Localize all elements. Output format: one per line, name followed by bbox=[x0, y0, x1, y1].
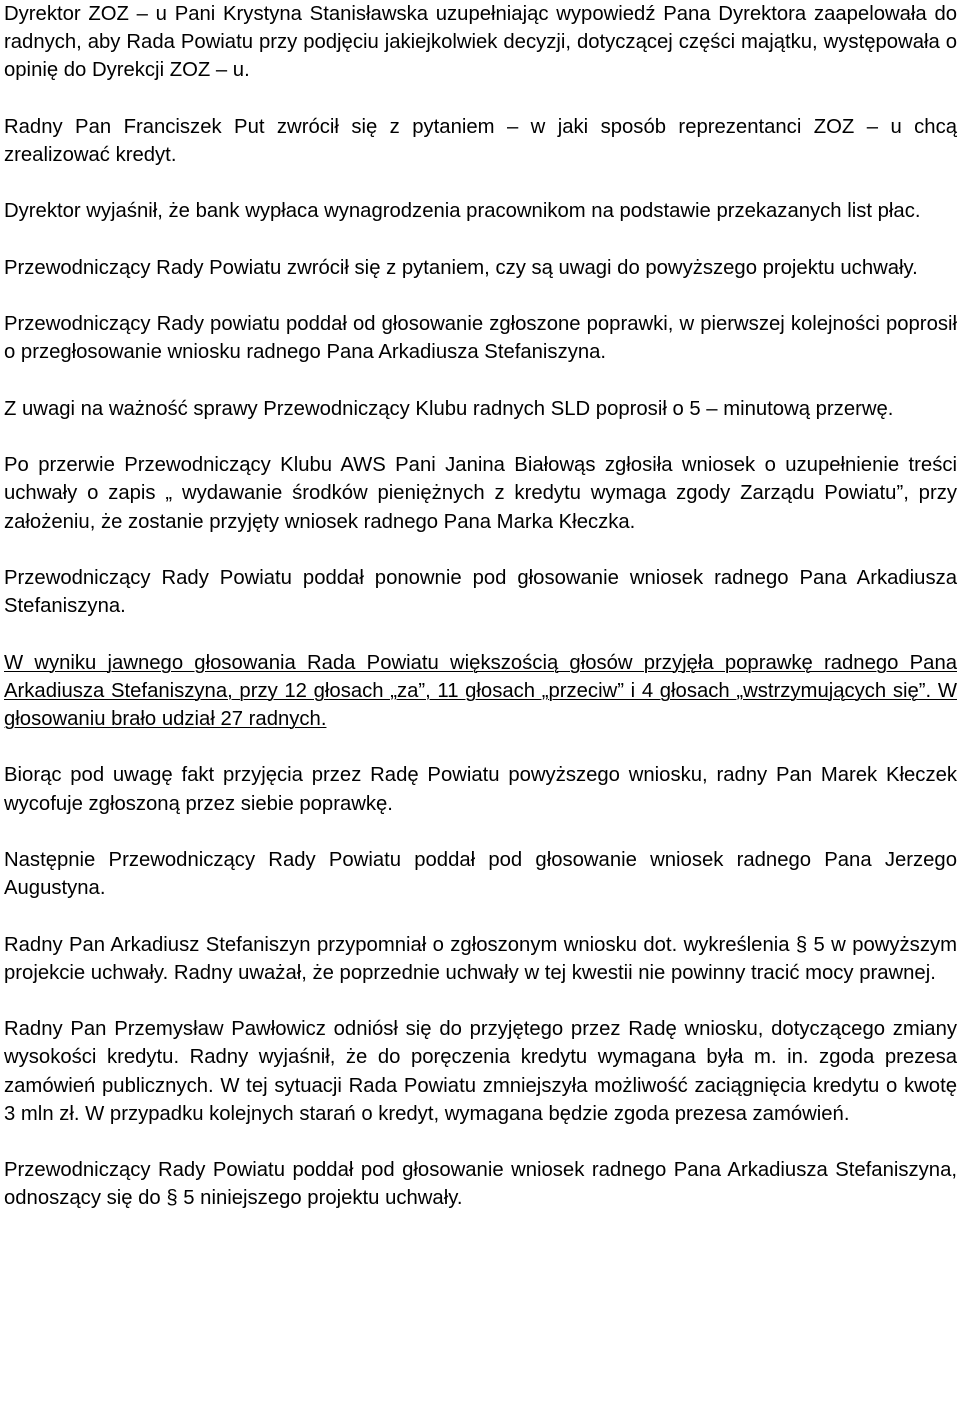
vote-result-paragraph: W wyniku jawnego głosowania Rada Powiatu większością głosów przyjęła poprawkę radnego Pana Arkadiusza Stefaniszyna, przy 12 głosach „za”, 11 głosach „przeciw” i 4 głosach „wstrzymujących się”. W głosowaniu brało udział 27 radnych. bbox=[4, 651, 957, 730]
paragraph: Przewodniczący Rady Powiatu poddał pod głosowanie wniosek radnego Pana Arkadiusza Stefaniszyna, odnoszący się do § 5 niniejszego projektu uchwały. bbox=[4, 1159, 957, 1210]
paragraph: Przewodniczący Rady Powiatu poddał ponownie pod głosowanie wniosek radnego Pana Arkadiusza Stefaniszyna. bbox=[4, 566, 957, 618]
paragraph: Dyrektor ZOZ – u Pani Krystyna Stanisławska uzupełniając wypowiedź Pana Dyrektora zaapelowała do radnych, aby Rada Powiatu przy podjęciu jakiejkolwiek decyzji, dotyczącej części majątku, występowała o opinię do Dyrekcji ZOZ – u. bbox=[4, 3, 957, 82]
paragraph: Biorąc pod uwagę fakt przyjęcia przez Radę Powiatu powyższego wniosku, radny Pan Marek Kłeczek wycofuje zgłoszoną przez siebie poprawkę. bbox=[4, 764, 957, 815]
paragraph: Z uwagi na ważność sprawy Przewodniczący Klubu radnych SLD poprosił o 5 – minutową przerwę. bbox=[4, 397, 894, 420]
paragraph: Przewodniczący Rady Powiatu zwrócił się z pytaniem, czy są uwagi do powyższego projektu uchwały. bbox=[4, 256, 918, 279]
paragraph: Radny Pan Arkadiusz Stefaniszyn przypomniał o zgłoszonym wniosku dot. wykreślenia § 5 w powyższym projekcie uchwały. Radny uważał, że poprzednie uchwały w tej kwestii nie powinny tracić mocy prawnej. bbox=[4, 933, 957, 984]
paragraph: Po przerwie Przewodniczący Klubu AWS Pani Janina Białowąs zgłosiła wniosek o uzupełnienie treści uchwały o zapis „ wydawanie środków pieniężnych z kredytu wymaga zgody Zarządu Powiatu”, przy założeniu, że zostanie przyjęty wniosek radnego Pana Marka Kłeczka. bbox=[4, 454, 957, 533]
paragraph: Przewodniczący Rady powiatu poddał od głosowanie zgłoszone poprawki, w pierwszej kolejności poprosił o przegłosowanie wniosku radnego Pana Arkadiusza Stefaniszyna. bbox=[4, 313, 957, 364]
paragraph: Następnie Przewodniczący Rady Powiatu poddał pod głosowanie wniosek radnego Pana Jerzego Augustyna. bbox=[4, 848, 957, 900]
paragraph: Radny Pan Przemysław Pawłowicz odniósł się do przyjętego przez Radę wniosku, dotyczącego zmiany wysokości kredytu. Radny wyjaśnił, że do poręczenia kredytu wymagana była m. in. zgoda prezesa zamówień publicznych. W tej sytuacji Rada Powiatu zmniejszyła możliwość zaciągnięcia kredytu o kwotę 3 mln zł. W przypadku kolejnych starań o kredyt, wymagana będzie zgoda prezesa zamówień. bbox=[4, 1018, 957, 1125]
paragraph: Dyrektor wyjaśnił, że bank wypłaca wynagrodzenia pracownikom na podstawie przekazanych list płac. bbox=[4, 200, 921, 223]
paragraph: Radny Pan Franciszek Put zwrócił się z pytaniem – w jaki sposób reprezentanci ZOZ – u chcą zrealizować kredyt. bbox=[4, 115, 957, 166]
